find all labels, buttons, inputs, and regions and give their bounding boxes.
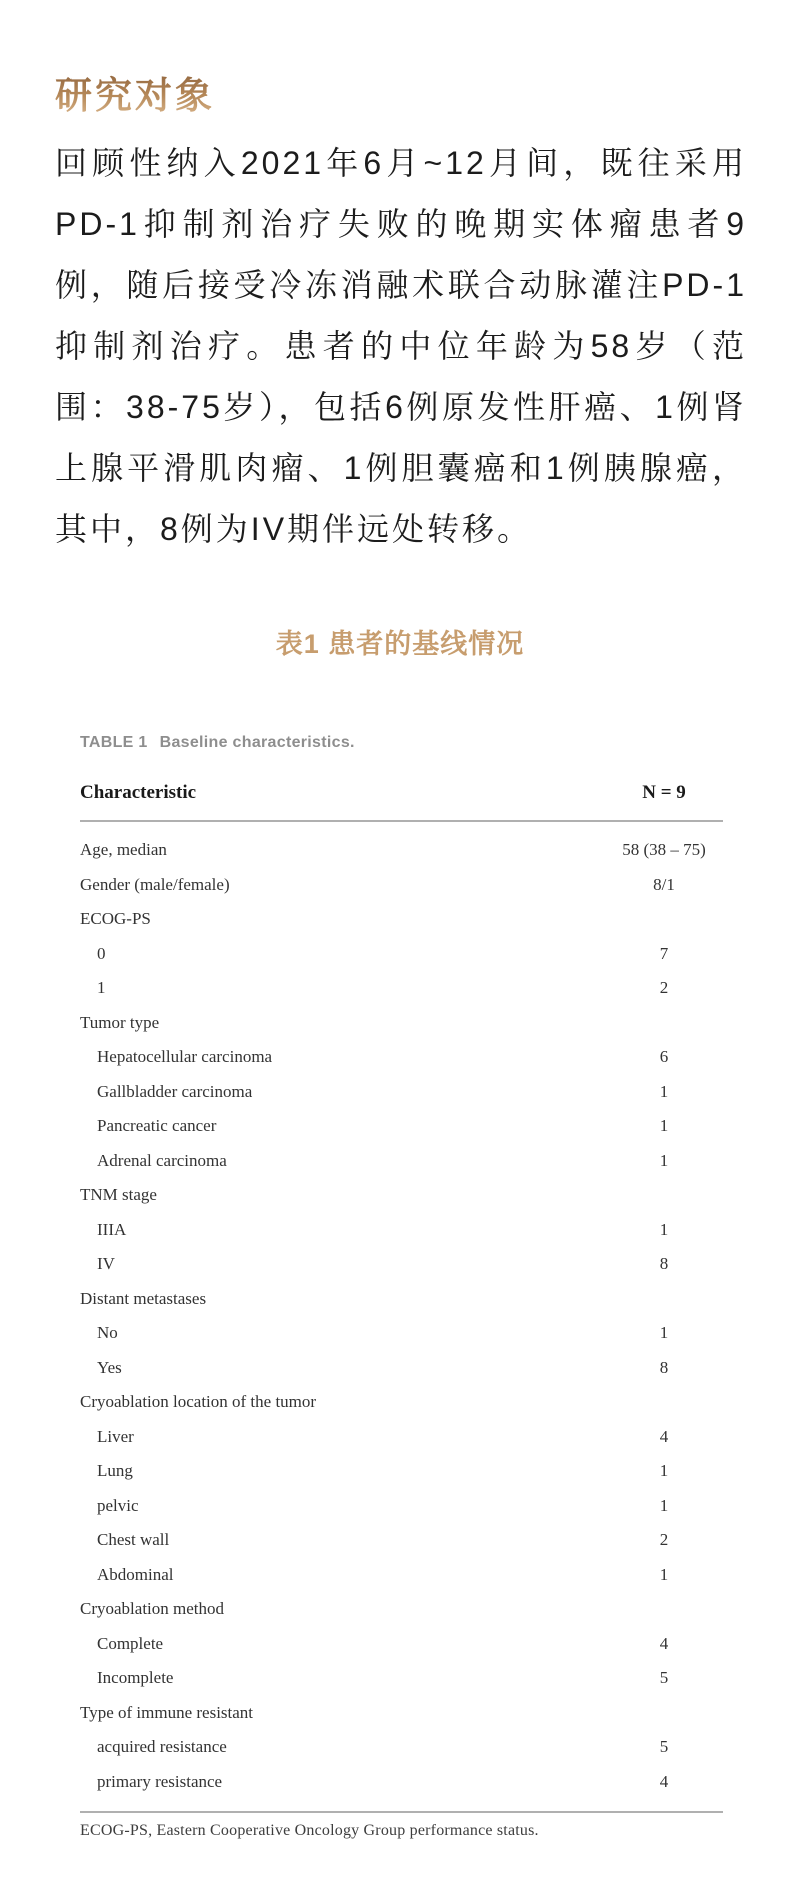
table-row-label: primary resistance [97,1771,223,1791]
table-row [80,1351,723,1386]
table-row [80,1040,723,1075]
table-row-value: 1 [659,1150,669,1170]
table-row [80,1385,723,1420]
table-row-label: Yes [97,1357,122,1377]
table-row [80,1627,723,1662]
table-row [80,1075,723,1110]
table-row-value: 1 [659,1461,669,1481]
table-row-value: 5 [659,1668,669,1688]
table-row-label: Hepatocellular carcinoma [97,1047,273,1067]
table-row-label: Distant metastases [80,1288,207,1308]
table-row-label: 0 [97,943,106,963]
table-caption-zh: 表1 患者的基线情况 [275,629,525,659]
table-row [80,1247,723,1282]
table-row-value: 8 [659,1254,669,1274]
table-row [80,1696,723,1731]
table-label [80,734,723,752]
table-row-label: acquired resistance [97,1737,227,1757]
table-row-value: 2 [659,1530,669,1550]
table-row-label: Cryoablation method [80,1599,225,1619]
table-header-row [80,778,723,808]
baseline-characteristics-table [80,734,723,1840]
table-label-title: Baseline characteristics. [159,734,355,751]
table-row-label: Lung [97,1461,133,1481]
table-row-label: Complete [97,1633,164,1653]
table-row-label: Liver [97,1426,134,1446]
table-row [80,1454,723,1489]
table-row-value: 1 [659,1564,669,1584]
table-row-label: ECOG-PS [80,909,151,929]
table-row-label: No [97,1323,118,1343]
table-row-value: 1 [659,1081,669,1101]
table-row-value: 1 [659,1323,669,1343]
table-body [80,822,723,1799]
table-row-value: 2 [659,978,669,998]
table-row-value: 8/1 [653,874,675,894]
table-row [80,1109,723,1144]
table-row-value: 4 [659,1633,669,1653]
table-header-characteristic: Characteristic [80,782,197,803]
table-row-label: Chest wall [97,1530,170,1550]
table-footer-rule [80,1811,723,1813]
table-row-value: 58 (38 – 75) [622,840,706,860]
table-row [80,971,723,1006]
table-row [80,1730,723,1765]
table-row [80,1282,723,1317]
table-row [80,1592,723,1627]
table-row [80,1144,723,1179]
table-row [80,833,723,868]
table-row [80,902,723,937]
table-row-label: Tumor type [80,1012,160,1032]
table-row-value: 1 [659,1219,669,1239]
table-label-prefix: TABLE 1 [80,734,148,751]
table-row-label: Gallbladder carcinoma [97,1081,253,1101]
table-row [80,937,723,972]
table-row-value: 4 [659,1426,669,1446]
table-row-label: Cryoablation location of the tumor [80,1392,317,1412]
table-row-value: 1 [659,1116,669,1136]
table-row-label: IV [97,1254,115,1274]
table-row-label: Age, median [80,840,167,860]
table-row [80,1558,723,1593]
table-row-value: 7 [659,943,669,963]
table-row [80,868,723,903]
table-row [80,1213,723,1248]
table-row-value: 5 [659,1737,669,1757]
table-row-label: IIIA [97,1219,127,1239]
table-row-label: Incomplete [97,1668,174,1688]
table-row-label: pelvic [97,1495,139,1515]
table-row [80,1765,723,1800]
table-row [80,1489,723,1524]
table-row [80,1316,723,1351]
table-row [80,1420,723,1455]
table-row-label: Pancreatic cancer [97,1116,217,1136]
table-row-label: Abdominal [97,1564,174,1584]
section-heading: 研究对象 [55,65,215,119]
table-row-label: TNM stage [80,1185,157,1205]
body-paragraph: 回顾性纳入2021年6月~12月间，既往采用PD-1抑制剂治疗失败的晚期实体瘤患者9例，随后接受冷冻消融术联合动脉灌注PD-1抑制剂治疗。患者的中位年龄为58岁（范围：38-75岁），包括6例原发性肝癌、1例肾上腺平滑肌肉瘤、1例胆囊癌和1例胰腺癌，其中，8例为IV期伴远处转移。 [55,145,747,547]
table-row-value: 6 [659,1047,669,1067]
table-row-value: 1 [659,1495,669,1515]
table-row-label: Type of immune resistant [80,1702,254,1722]
table-header-n: N = 9 [642,782,686,803]
table-row-label: 1 [97,978,106,998]
table-row [80,1006,723,1041]
table-row [80,1178,723,1213]
table-row-label: Gender (male/female) [80,874,230,894]
table-row [80,1523,723,1558]
table-row-value: 4 [659,1771,669,1791]
table-footnote: ECOG-PS, Eastern Cooperative Oncology Group performance status. [80,1822,539,1839]
table-row-label: Adrenal carcinoma [97,1150,227,1170]
table-row-value: 8 [659,1357,669,1377]
table-row [80,1661,723,1696]
